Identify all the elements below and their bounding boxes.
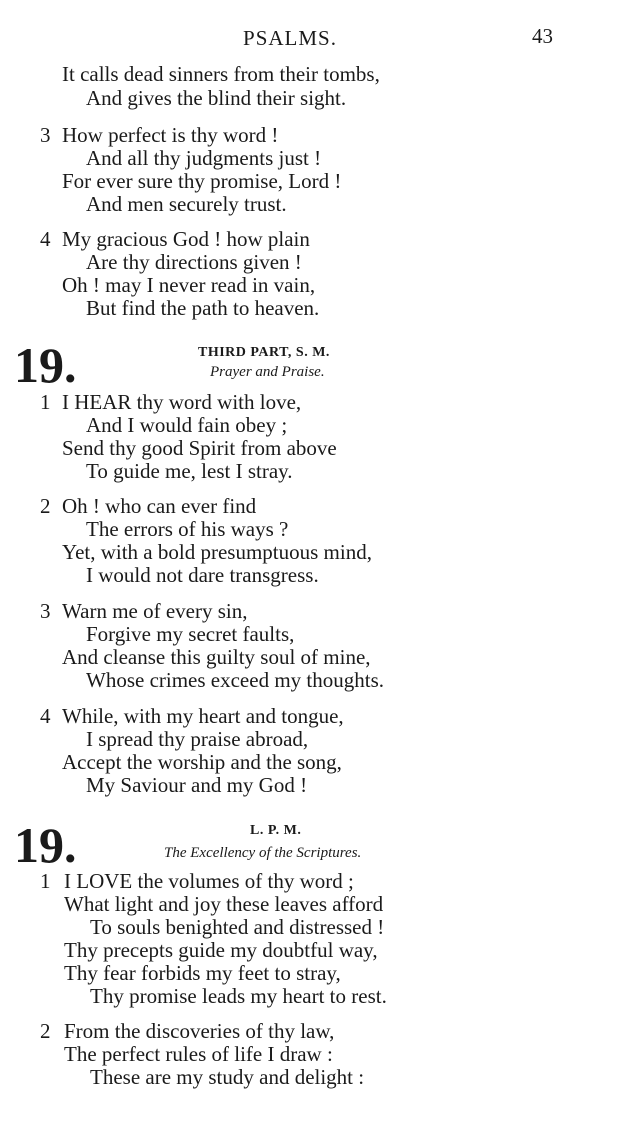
verse-number: 2 [40,494,51,518]
verse-number: 1 [40,869,51,893]
verse-line: The perfect rules of life I draw : [64,1042,333,1066]
verse-line: My gracious God ! how plain [62,227,310,251]
verse-line: My Saviour and my God ! [86,773,308,797]
verse-line: To guide me, lest I stray. [86,459,293,483]
verse-line: I HEAR thy word with love, [62,390,302,414]
verse-line: Are thy directions given ! [86,250,302,274]
verse-line: Oh ! who can ever find [62,494,257,518]
verse-line: It calls dead sinners from their tombs, [62,62,380,86]
verse-line: And all thy judgments just ! [86,146,322,170]
verse-line: Forgive my secret faults, [86,622,295,646]
verse-line: Send thy good Spirit from above [62,436,337,460]
verse-line: Thy fear forbids my feet to stray, [64,961,341,985]
verse-line: Yet, with a bold presumptuous mind, [62,540,372,564]
verse-line: Oh ! may I never read in vain, [62,273,316,297]
verse-line: And cleanse this guilty soul of mine, [62,645,371,669]
verse-line: And gives the blind their sight. [86,86,347,110]
verse-number: 4 [40,704,51,728]
verse-line: I LOVE the volumes of thy word ; [64,869,354,893]
verse-line: How perfect is thy word ! [62,123,279,147]
hymn-subtitle: The Excellency of the Scriptures. [164,845,362,861]
verse-number: 3 [40,599,51,623]
verse-line: Accept the worship and the song, [62,750,342,774]
verse-line: To souls benighted and distressed ! [90,915,385,939]
verse-line: For ever sure thy promise, Lord ! [62,169,342,193]
verse-number: 4 [40,227,51,251]
verse-line: Thy precepts guide my doubtful way, [64,938,378,962]
verse-line: And men securely trust. [86,192,287,216]
verse-line: I would not dare transgress. [86,563,319,587]
running-head: PSALMS. [243,26,337,50]
verse-line: Thy promise leads my heart to rest. [90,984,387,1008]
verse-number: 2 [40,1019,51,1043]
hymn-number: 19. [14,337,77,393]
verse-number: 3 [40,123,51,147]
verse-line: While, with my heart and tongue, [62,704,344,728]
verse-line: The errors of his ways ? [86,517,289,541]
hymn-meter: THIRD PART, S. M. [198,345,330,360]
verse-line: But find the path to heaven. [86,296,320,320]
page-number: 43 [532,24,553,48]
verse-line: And I would fain obey ; [86,413,288,437]
verse-line: These are my study and delight : [90,1065,365,1089]
verse-line: I spread thy praise abroad, [86,727,309,751]
verse-line: Whose crimes exceed my thoughts. [86,668,384,692]
verse-line: Warn me of every sin, [62,599,248,623]
hymn-number: 19. [14,817,77,873]
verse-line: What light and joy these leaves afford [64,892,384,916]
hymn-subtitle: Prayer and Praise. [210,364,325,380]
verse-line: From the discoveries of thy law, [64,1019,335,1043]
verse-number: 1 [40,390,51,414]
hymn-meter: L. P. M. [250,823,302,838]
